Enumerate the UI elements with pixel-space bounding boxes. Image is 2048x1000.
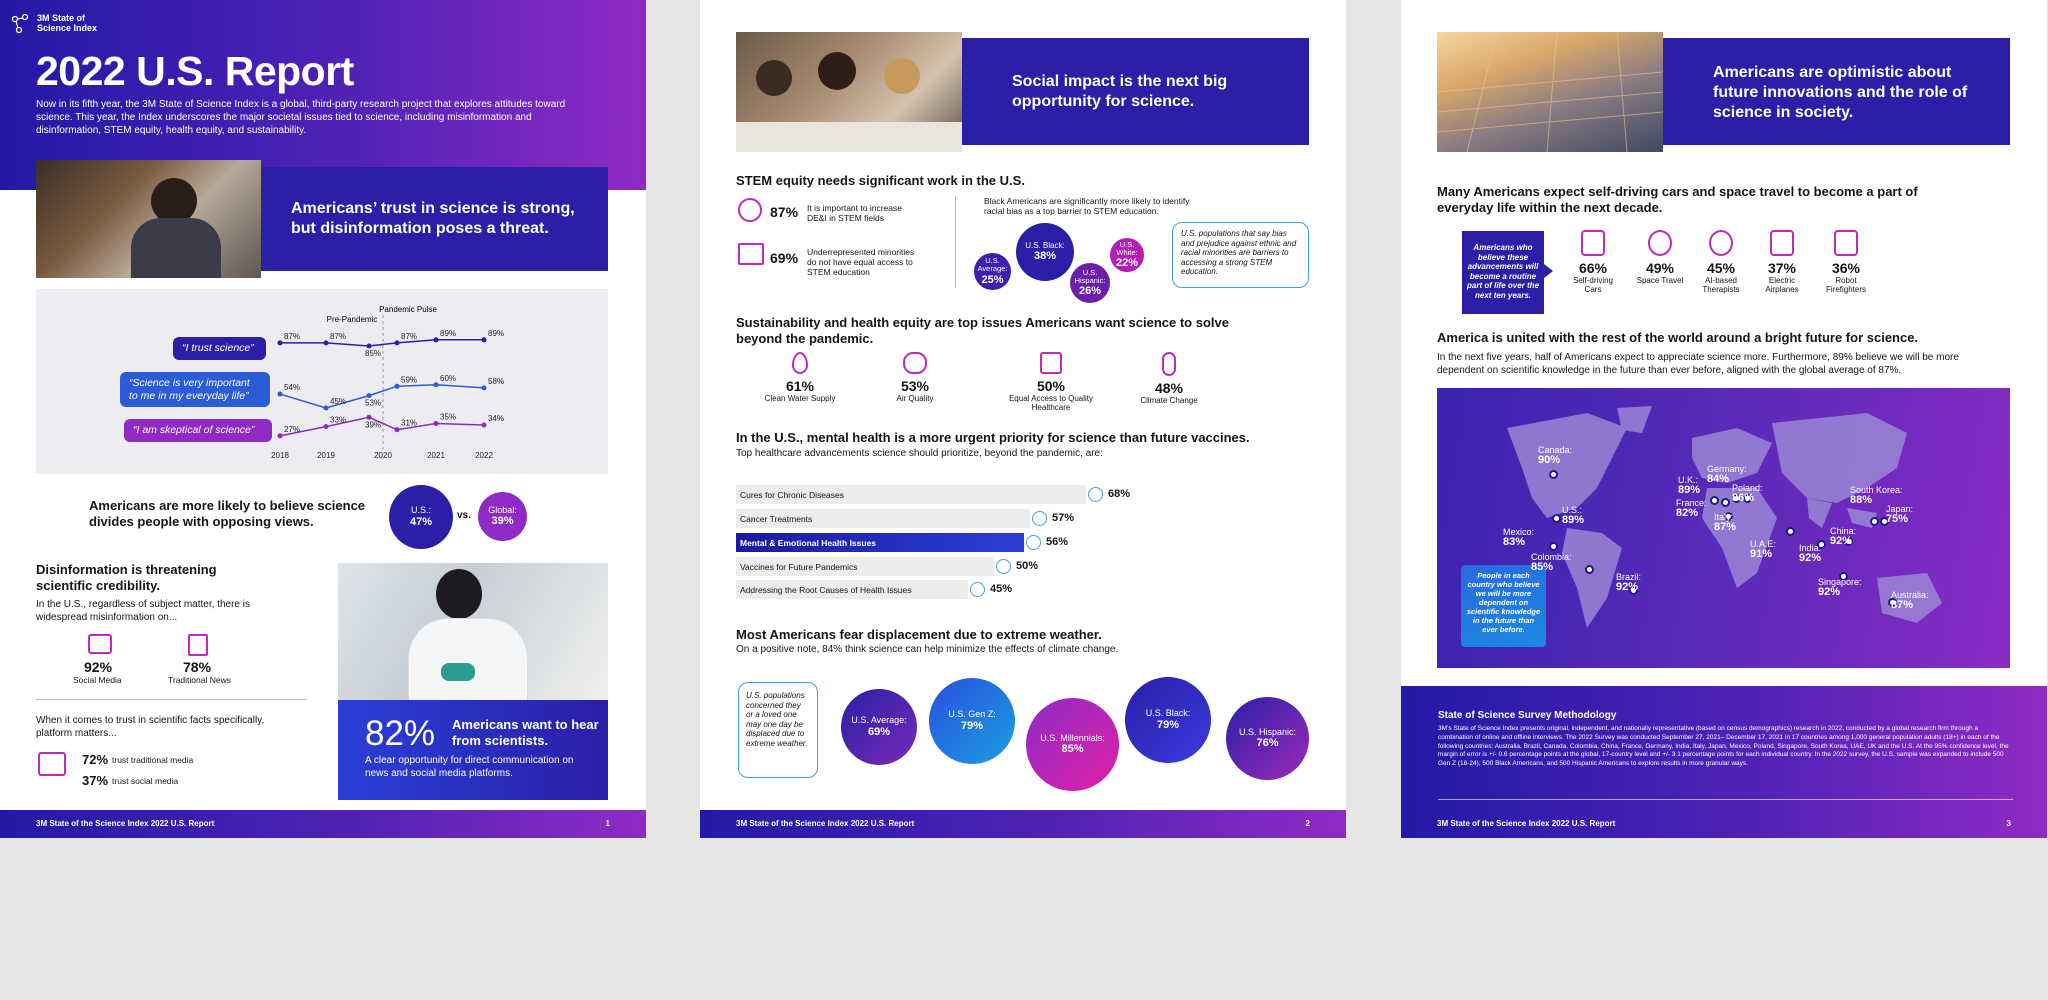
page-number: 2 <box>1305 819 1310 828</box>
map-pin-3 <box>1585 565 1594 574</box>
map-pin-2 <box>1549 542 1558 551</box>
series-2-point-4 <box>434 421 439 426</box>
health-bar-3: Vaccines for Future Pandemics <box>736 557 994 576</box>
health-bar-icon-2 <box>1026 535 1041 550</box>
series-0-point-4 <box>434 337 439 342</box>
monitor-icon <box>38 752 66 776</box>
health-bar-0: Cures for Chronic Diseases <box>736 485 1086 504</box>
series-1-label-2: 53% <box>365 398 382 408</box>
us-white-circle: U.S. White: 22% <box>1110 238 1144 272</box>
us-hispanic-circle: U.S. Hispanic: 26% <box>1070 263 1110 303</box>
series-0-label-2: 85% <box>365 349 382 358</box>
cloud-icon <box>903 352 927 374</box>
map-label-1: U.S.: 89% <box>1562 505 1585 527</box>
health-bar-icon-0 <box>1088 487 1103 502</box>
series-1-point-4 <box>434 382 439 387</box>
year-tick-2019: 2019 <box>317 451 335 460</box>
series-2-point-2 <box>367 415 372 420</box>
map-label-9: Italy: 87% <box>1714 512 1737 534</box>
map-label-2: Mexico: 83% <box>1503 527 1535 549</box>
solar-panels-photo <box>1437 32 1663 152</box>
series-1-label-1: 45% <box>330 397 347 406</box>
optimism-banner: Americans are optimistic about future innovations and the role of science in society. <box>1663 38 2010 145</box>
weather-note: U.S. populations concerned they or a loved one may one day be displaced due to extreme weather. <box>738 682 818 778</box>
newspaper-icon <box>188 634 208 656</box>
social-media-pct: 92% <box>84 659 113 675</box>
page-footer: 3M State of the Science Index 2022 U.S. Report 2 <box>700 810 1346 838</box>
innovation-robot: 36% Robot Firefighters <box>1816 230 1876 294</box>
thermometer-icon <box>1162 352 1176 376</box>
climate-stat: 48% Climate Change <box>1129 352 1209 405</box>
map-pin-5 <box>1710 496 1719 505</box>
health-bar-value-2: 56% <box>1046 536 1069 548</box>
series-1-label-3: 59% <box>401 375 418 385</box>
scientists-sub: A clear opportunity for direct communication on news and social media platforms. <box>365 755 574 779</box>
social-media-icon <box>88 634 112 654</box>
healthcare-stat: 50% Equal Access to Quality Healthcare <box>1003 352 1099 412</box>
report-page-1 <box>0 0 646 838</box>
globe-icon <box>738 198 762 222</box>
map-label-12: China: 92% <box>1830 526 1857 548</box>
series-0-point-1 <box>324 340 329 345</box>
weather-hispanic-circle: U.S. Hispanic: 76% <box>1226 697 1309 780</box>
warehouse-worker-photo <box>36 160 261 278</box>
disinfo-sub: In the U.S., regardless of subject matter, there is widespread misinformation on... <box>36 599 250 623</box>
pre-pandemic-label: Pre-Pandemic <box>326 315 378 324</box>
map-label-15: Singapore: 92% <box>1818 577 1862 599</box>
series-legend-2: “I am skeptical of science” <box>124 419 272 442</box>
series-2-label-1: 33% <box>330 415 347 425</box>
stem-b-text: Underrepresented minorities do not have equal access to STEM education <box>807 247 915 278</box>
social-impact-banner: Social impact is the next big opportunity for science. <box>962 38 1309 145</box>
map-pin-6 <box>1721 498 1730 507</box>
expect-heading: Many Americans expect self-driving cars and space travel to become a part of everyday life within the next decade. <box>1437 184 1918 215</box>
series-0-label-0: 87% <box>284 331 301 341</box>
series-2-point-1 <box>324 424 329 429</box>
social-trust-pct: 37% <box>82 773 109 788</box>
year-tick-2018: 2018 <box>271 451 289 460</box>
map-label-0: Canada: 90% <box>1538 445 1573 467</box>
innovation-airplane: 37% Electric Airplanes <box>1752 230 1812 294</box>
series-1-label-5: 58% <box>488 376 505 386</box>
weather-sub: On a positive note, 84% think science can help minimize the effects of climate change. <box>736 644 1119 655</box>
series-2-point-5 <box>482 423 487 428</box>
airplane-icon <box>1770 230 1794 256</box>
innovation-astronaut: 49% Space Travel <box>1630 230 1690 285</box>
mental-heading: In the U.S., mental health is a more urgent priority for science than future vaccines. <box>736 430 1250 445</box>
methodology-heading: State of Science Survey Methodology <box>1438 710 1617 721</box>
map-pin-13 <box>1870 517 1879 526</box>
stem-a-text: It is important to increase DE&I in STEM fields <box>807 203 902 224</box>
series-line-1 <box>280 385 484 408</box>
series-0-point-3 <box>395 340 400 345</box>
united-sub: In the next five years, half of Americans expect to appreciate science more. Furthermore, 89% believe we will be more dependent on scientific knowledge in the future than ever before, aligned with the global average of 87%. <box>1437 352 1959 376</box>
health-bar-value-4: 45% <box>990 583 1013 595</box>
health-bar-icon-1 <box>1032 511 1047 526</box>
global-divides-circle: Global: 39% <box>478 492 527 541</box>
water-drop-icon <box>792 352 808 374</box>
health-bar-2: Mental & Emotional Health Issues <box>736 533 1024 552</box>
map-pin-10 <box>1786 527 1795 536</box>
callout-arrow <box>1544 264 1553 278</box>
series-1-point-2 <box>367 393 372 398</box>
map-pin-0 <box>1549 470 1558 479</box>
series-2-point-3 <box>395 427 400 432</box>
innovation-therapist: 45% AI-based Therapists <box>1691 230 1751 294</box>
divider <box>955 196 956 288</box>
map-pin-1 <box>1552 514 1561 523</box>
divider <box>1438 799 2013 800</box>
series-0-label-4: 89% <box>440 328 457 338</box>
series-2-label-4: 35% <box>440 412 457 422</box>
air-quality-stat: 53% Air Quality <box>875 352 955 403</box>
innovation-car: 66% Self-driving Cars <box>1563 230 1623 294</box>
scientists-heading: Americans want to hear from scientists. <box>452 717 599 748</box>
scientists-pct: 82% <box>365 714 436 753</box>
trust-platform-text: When it comes to trust in scientific facts specifically, platform matters... <box>36 715 265 739</box>
barrier-icon <box>738 243 764 265</box>
year-tick-2020: 2020 <box>374 451 392 460</box>
page-footer: 3M State of the Science Index 2022 U.S. Report 1 <box>0 810 646 838</box>
map-label-6: France: 82% <box>1676 498 1707 520</box>
bias-text: Black Americans are significantly more likely to identify racial bias as a top barrier to STEM education. <box>984 196 1190 217</box>
series-2-point-0 <box>278 433 283 438</box>
stem-heading: STEM equity needs significant work in the U.S. <box>736 173 1025 188</box>
map-label-11: India: 92% <box>1799 543 1822 565</box>
us-divides-circle: U.S.: 47% <box>389 485 453 549</box>
report-page-2 <box>700 0 1346 838</box>
series-0-point-2 <box>367 344 372 349</box>
trust-banner: Americans’ trust in science is strong, but disinformation poses a threat. <box>261 167 608 271</box>
map-label-16: Australia: 87% <box>1891 590 1929 612</box>
map-label-3: Colombia: 85% <box>1531 552 1572 574</box>
sustainability-heading: Sustainability and health equity are top issues Americans want science to solve beyond the pandemic. <box>736 315 1229 346</box>
series-1-point-5 <box>482 385 487 390</box>
health-bar-icon-3 <box>996 559 1011 574</box>
map-label-7: Germany: 84% <box>1707 464 1747 486</box>
report-page-3 <box>1401 0 2047 838</box>
series-legend-1: “Science is very important to me in my everyday life” <box>120 372 270 407</box>
page-footer: 3M State of the Science Index 2022 U.S. Report 3 <box>1437 819 2011 828</box>
scientist-photo <box>338 563 608 701</box>
robot-icon <box>1834 230 1858 256</box>
3m-logo-icon <box>11 13 29 35</box>
methodology-text: 3M’s State of Science Index presents original, independent, and nationally representative (based on census demographics) research in 2022, conducted by a global research firm through a combination of online and offline interviews. The 2022 Survey was conducted September 27, 2021– December 17, 2021 in 17 countries among 1,000 general population adults (18+) in each of the following countries: Australia, Brazil, Canada, Colombia, China, France, Germany, India, Italy, Japan, Mexico, Poland, Singapore, South Korea, UAE, UK and the U.S. At the 95% confidence level, the margin of error is +/- 0.6 percentage points at the global, 17-country level and +/- 3.1 percentage points for each individual country. In the 2022 survey, the U.S. sample was expanded to include 500 Gen Z (16-24), 500 Black Americans, and 500 Hispanic Americans to explore results in more granular ways. <box>1438 725 2009 768</box>
weather-millennials-circle: U.S. Millennials: 85% <box>1026 698 1119 791</box>
series-1-label-4: 60% <box>440 373 457 383</box>
series-0-point-5 <box>482 337 487 342</box>
series-0-point-0 <box>278 340 283 345</box>
health-bar-icon-4 <box>970 582 985 597</box>
us-black-circle: U.S. Black: 38% <box>1016 223 1074 281</box>
traditional-news-label: Traditional News <box>168 675 231 685</box>
weather-heading: Most Americans fear displacement due to extreme weather. <box>736 627 1102 642</box>
series-1-point-0 <box>278 392 283 397</box>
health-bar-4: Addressing the Root Causes of Health Issues <box>736 580 968 599</box>
divider <box>36 699 307 700</box>
series-1-point-3 <box>395 384 400 389</box>
social-media-label: Social Media <box>73 675 122 685</box>
intro-text: Now in its fifth year, the 3M State of Science Index is a global, third-party research project that explores attitudes toward science. This year, the Index underscores the major societal issues tied to science, including misinformation and disinformation, STEM equity, health equity, and sustainability. <box>36 99 566 136</box>
stem-a-pct: 87% <box>770 204 799 220</box>
bias-note: U.S. populations that say bias and prejudice against ethnic and racial minorities are barriers to accessing a strong STEM education. <box>1172 222 1309 288</box>
series-2-label-0: 27% <box>284 424 301 434</box>
therapist-icon <box>1709 230 1733 256</box>
astronaut-icon <box>1648 230 1672 256</box>
health-bar-value-1: 57% <box>1052 512 1075 524</box>
logo-text: 3M State of Science Index <box>37 13 98 34</box>
disinfo-heading: Disinformation is threatening scientific credibility. <box>36 562 217 593</box>
united-heading: America is united with the rest of the world around a bright future for science. <box>1437 330 1919 345</box>
series-line-0 <box>280 340 484 346</box>
series-2-label-5: 34% <box>488 414 505 424</box>
divides-text: Americans are more likely to believe science divides people with opposing views. <box>89 498 366 530</box>
social-trust-label: trust social media <box>112 776 179 786</box>
medical-cross-icon <box>1040 352 1062 374</box>
page-number: 1 <box>605 819 610 828</box>
expect-callout: Americans who believe these advancements will become a routine part of life over the next ten years. <box>1462 231 1544 314</box>
weather-black-circle: U.S. Black: 79% <box>1125 677 1211 763</box>
health-bar-value-3: 50% <box>1016 560 1039 572</box>
pandemic-pulse-label: Pandemic Pulse <box>379 305 437 314</box>
clean-water-stat: 61% Clean Water Supply <box>760 352 840 403</box>
page-number: 3 <box>2006 819 2011 828</box>
map-label-10: U.A.E: 91% <box>1750 539 1777 561</box>
vs-label: vs. <box>457 510 471 521</box>
kids-stem-photo <box>736 32 962 152</box>
year-tick-2022: 2022 <box>475 451 493 460</box>
series-1-point-1 <box>324 406 329 411</box>
health-bar-value-0: 68% <box>1108 488 1131 500</box>
series-2-label-3: 31% <box>401 418 418 428</box>
series-2-label-2: 39% <box>365 420 382 430</box>
scientists-callout <box>338 700 608 800</box>
series-1-label-0: 54% <box>284 383 301 393</box>
series-0-label-3: 87% <box>401 331 418 341</box>
weather-gen-z-circle: U.S. Gen Z: 79% <box>929 678 1015 764</box>
traditional-trust-label: trust traditional media <box>112 755 194 765</box>
stem-b-pct: 69% <box>770 250 799 266</box>
series-0-label-5: 89% <box>488 328 505 338</box>
year-tick-2021: 2021 <box>427 451 445 460</box>
health-bar-1: Cancer Treatments <box>736 509 1030 528</box>
map-label-8: Poland: 86% <box>1732 483 1763 505</box>
weather-us-average-circle: U.S. Average: 69% <box>841 689 917 765</box>
series-legend-0: “I trust science” <box>173 337 266 360</box>
map-label-13: South Korea: 88% <box>1850 485 1903 507</box>
mental-sub: Top healthcare advancements science should prioritize, beyond the pandemic, are: <box>736 448 1103 459</box>
map-label-4: Brazil: 92% <box>1616 572 1642 594</box>
car-icon <box>1581 230 1605 256</box>
map-label-14: Japan: 75% <box>1886 504 1914 526</box>
traditional-news-pct: 78% <box>183 659 212 675</box>
map-label-5: U.K.: 89% <box>1678 475 1701 497</box>
traditional-trust-pct: 72% <box>82 752 109 767</box>
series-0-label-1: 87% <box>330 331 347 341</box>
map-callout: People in each country who believe we will be more dependent on scientific knowledge in the future than ever before. <box>1461 565 1546 647</box>
page-title: 2022 U.S. Report <box>36 48 354 94</box>
us-average-circle: U.S. Average: 25% <box>974 253 1011 290</box>
